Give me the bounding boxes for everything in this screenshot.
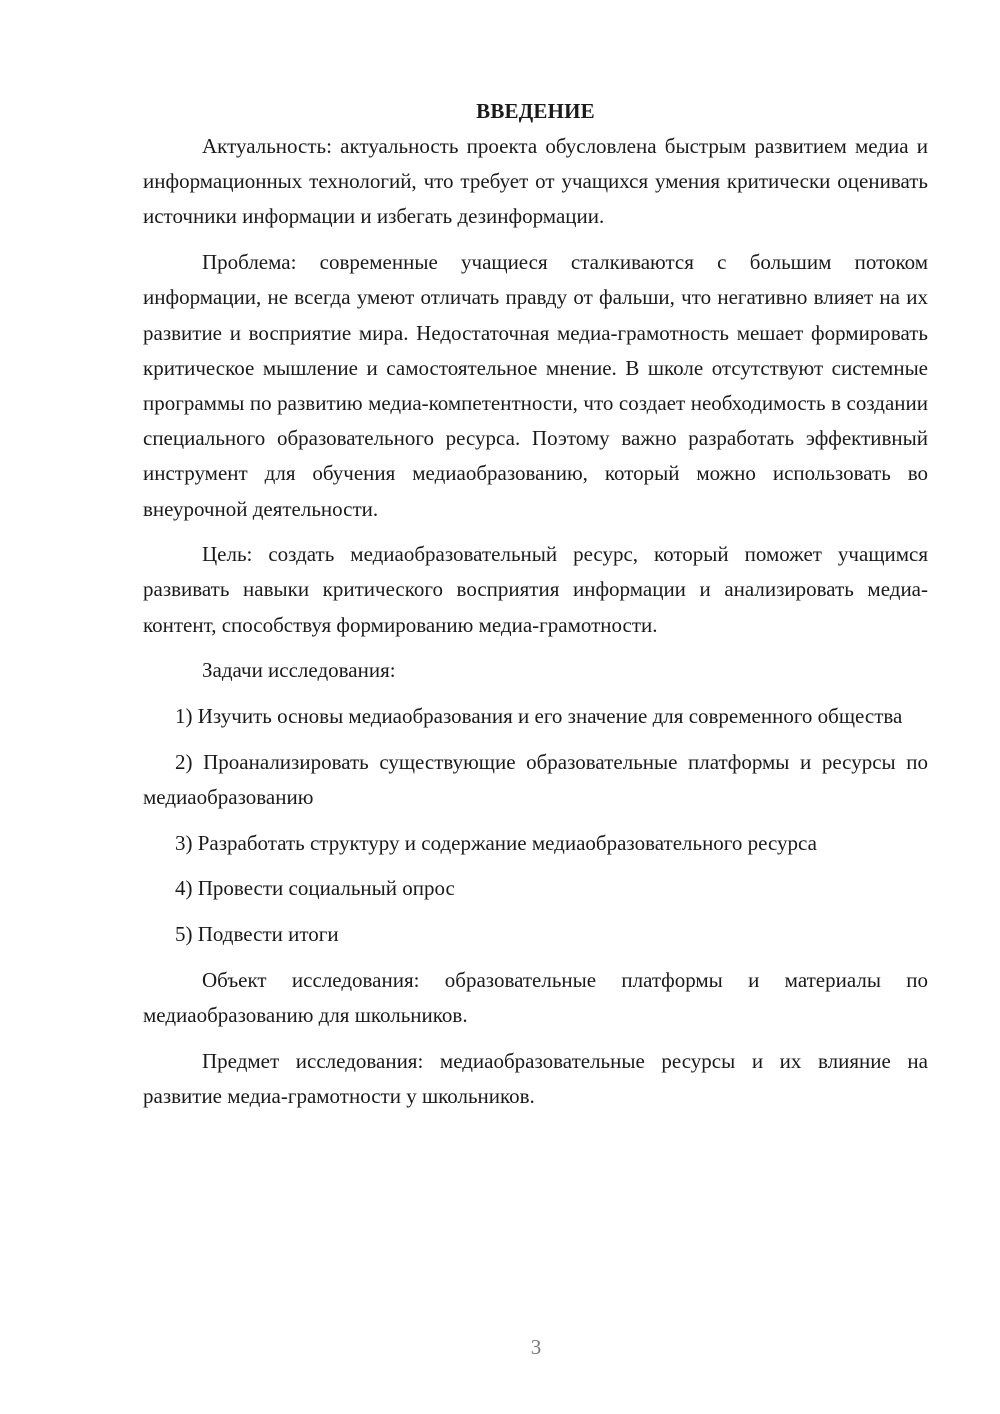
paragraph-subject: Предмет исследования: медиаобразовательные ресурсы и их влияние на развитие медиа-грамотности у школьников. xyxy=(143,1048,928,1108)
task-item-1: 1) Изучить основы медиаобразования и его значение для современного общества xyxy=(175,704,903,729)
task-item-4: 4) Провести социальный опрос xyxy=(175,876,455,901)
task-item-2: 2) Проанализировать существующие образовательные платформы и ресурсы по медиаобразованию xyxy=(143,749,928,809)
tasks-heading: Задачи исследования: xyxy=(202,658,396,683)
paragraph-object: Объект исследования: образовательные платформы и материалы по медиаобразованию для школьников. xyxy=(143,967,928,1027)
page-title: ВВЕДЕНИЕ xyxy=(476,99,595,123)
task-item-3: 3) Разработать структуру и содержание медиаобразовательного ресурса xyxy=(175,830,817,855)
paragraph-problem: Проблема: современные учащиеся сталкиваются с большим потоком информации, не всегда умеют отличать правду от фальши, что негативно влияет на их развитие и восприятие мира. Недостаточная медиа-грамотность мешает формировать критическое мышление и самостоятельное мнение. В школе отсутствуют системные программы по развитию медиа-компетентности, что создает необходимость в создании специального образовательного ресурса. Поэтому важно разработать эффективный инструмент для обучения медиаобразованию, который можно использовать во внеурочной деятельности. xyxy=(143,250,928,521)
document-page xyxy=(143,94,928,1114)
page-number: 3 xyxy=(530,1335,542,1359)
paragraph-relevance: Актуальность: актуальность проекта обусловлена быстрым развитием медиа и информационных технологий, что требует от учащихся умения критически оценивать источники информации и избегать дезинформации. xyxy=(143,134,928,229)
task-item-5: 5) Подвести итоги xyxy=(175,922,339,947)
paragraph-goal: Цель: создать медиаобразовательный ресурс, который поможет учащимся развивать навыки критического восприятия информации и анализировать медиа-контент, способствуя формированию медиа-грамотности. xyxy=(143,542,928,637)
